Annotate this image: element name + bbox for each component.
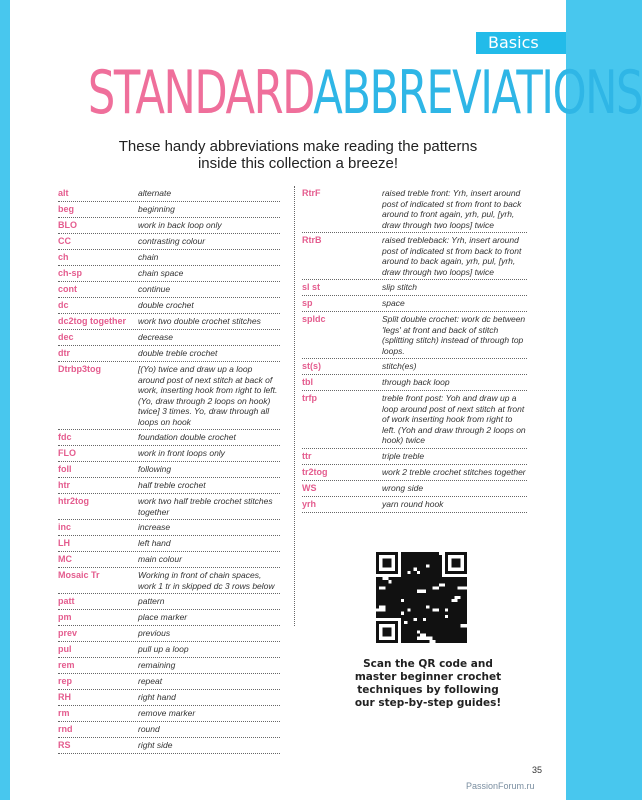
abbreviation-row	[58, 298, 280, 314]
abbreviation-term: prev	[58, 628, 78, 638]
abbreviation-row	[302, 497, 527, 513]
abbreviation-definition: work in back loop only	[138, 220, 222, 230]
abbreviation-term: dtr	[58, 348, 70, 358]
section-tab: Basics	[476, 32, 566, 54]
abbreviation-definition: right side	[138, 740, 173, 750]
abbreviation-definition: slip stitch	[382, 282, 417, 292]
abbreviation-row	[58, 642, 280, 658]
abbreviation-definition: repeat	[138, 676, 163, 686]
abbreviation-row	[58, 690, 280, 706]
title-part-abbreviations: ABBREVIATIONS	[313, 58, 642, 128]
abbreviation-row	[58, 346, 280, 362]
title-part-standard: STANDARD	[87, 58, 314, 128]
abbreviation-term: ttr	[302, 450, 312, 461]
abbreviation-term: tr2tog	[302, 466, 328, 477]
abbreviation-row	[302, 280, 527, 296]
abbreviation-definition: chain space	[138, 268, 184, 278]
abbreviation-row	[58, 266, 280, 282]
abbreviation-term: inc	[58, 522, 72, 532]
abbreviation-definition: stitch(es)	[382, 361, 417, 371]
abbreviation-row	[58, 494, 280, 520]
page-title	[87, 58, 642, 128]
abbreviation-row	[58, 362, 280, 430]
abbreviation-definition: Working in front of chain spaces, work 1 tr in skipped dc 3 rows below	[138, 570, 275, 591]
abbreviation-definition: round	[138, 724, 160, 734]
abbreviation-definition: main colour	[138, 554, 182, 564]
watermark: PassionForum.ru	[466, 781, 535, 791]
abbreviation-term: yrh	[302, 498, 317, 509]
abbreviation-row	[58, 218, 280, 234]
abbreviation-definition: increase	[138, 522, 171, 532]
abbreviation-row	[58, 594, 280, 610]
abbreviation-row	[58, 568, 280, 594]
abbreviation-row	[58, 462, 280, 478]
abbreviation-term: LH	[58, 538, 70, 548]
abbreviation-row	[302, 233, 527, 280]
abbreviation-row	[58, 552, 280, 568]
abbreviation-term: Mosaic Tr	[58, 570, 100, 580]
abbreviation-row	[58, 186, 280, 202]
abbreviation-term: ch	[58, 252, 69, 262]
abbreviation-row	[302, 465, 527, 481]
abbreviation-definition: yarn round hook	[382, 498, 444, 509]
abbreviation-definition: space	[382, 298, 405, 308]
abbreviation-definition: triple treble	[382, 450, 425, 461]
abbreviation-term: htr	[58, 480, 70, 490]
abbreviation-term: pul	[58, 644, 72, 654]
abbreviation-row	[58, 722, 280, 738]
abbreviation-term: rm	[58, 708, 70, 718]
abbreviations-right-column	[302, 186, 527, 513]
abbreviation-term: cont	[58, 284, 77, 294]
abbreviation-term: ch-sp	[58, 268, 83, 278]
abbreviation-definition: [(Yo) twice and draw up a loop around post of next stitch at back of work, inserting hook from right to left. (Yo, draw through 2 loops on hook) twice] 3 times. Yo, draw through all loops on hook	[138, 364, 278, 427]
abbreviation-term: FLO	[58, 448, 76, 458]
abbreviation-definition: Split double crochet: work dc between 'legs' at front and back of stitch (splitting stitch) instead of through top loops.	[382, 314, 526, 356]
abbreviation-definition: work two half treble crochet stitches together	[138, 496, 273, 517]
abbreviation-term: CC	[58, 236, 71, 246]
abbreviation-term: MC	[58, 554, 72, 564]
abbreviation-row	[58, 234, 280, 250]
abbreviation-term: sp	[302, 298, 313, 308]
qr-code-image[interactable]	[376, 552, 467, 643]
abbreviation-definition: right hand	[138, 692, 176, 702]
abbreviation-row	[58, 738, 280, 754]
subtitle-line-1: These handy abbreviations make reading the patterns	[118, 138, 478, 155]
page	[10, 0, 642, 800]
abbreviation-row	[58, 536, 280, 552]
abbreviation-row	[302, 391, 527, 449]
abbreviation-definition: left hand	[138, 538, 171, 548]
abbreviation-term: pm	[58, 612, 72, 622]
abbreviation-definition: remove marker	[138, 708, 196, 718]
abbreviation-term: foll	[58, 464, 72, 474]
abbreviation-row	[58, 674, 280, 690]
abbreviation-term: htr2tog	[58, 496, 89, 506]
column-divider	[294, 186, 295, 626]
abbreviation-row	[302, 186, 527, 233]
abbreviation-definition: double crochet	[138, 300, 194, 310]
abbreviation-row	[302, 375, 527, 391]
abbreviation-term: dec	[58, 332, 74, 342]
abbreviations-left-column	[58, 186, 280, 754]
abbreviation-row	[58, 250, 280, 266]
abbreviation-term: beg	[58, 204, 75, 214]
abbreviation-row	[302, 449, 527, 465]
abbreviation-definition: treble front post: Yoh and draw up a loop around post of next stitch at front of work inserting hook from right to left. (Yoh and draw through 2 loops on hook) twice	[382, 393, 526, 445]
abbreviation-row	[302, 312, 527, 359]
abbreviation-term: patt	[58, 596, 75, 606]
abbreviation-definition: alternate	[138, 188, 172, 198]
abbreviation-term: WS	[302, 482, 317, 493]
abbreviation-row	[58, 282, 280, 298]
abbreviation-definition: wrong side	[382, 482, 424, 493]
abbreviation-row	[58, 520, 280, 536]
abbreviation-row	[58, 610, 280, 626]
abbreviation-definition: beginning	[138, 204, 175, 214]
abbreviation-definition: work in front loops only	[138, 448, 225, 458]
abbreviation-term: tbl	[302, 377, 313, 387]
abbreviation-definition: half treble crochet	[138, 480, 206, 490]
abbreviation-term: Dtrbp3tog	[58, 364, 101, 374]
page-number: 35	[532, 765, 543, 775]
abbreviation-row	[58, 626, 280, 642]
abbreviation-row	[58, 430, 280, 446]
abbreviation-term: BLO	[58, 220, 77, 230]
abbreviation-term: rnd	[58, 724, 73, 734]
abbreviation-definition: place marker	[138, 612, 188, 622]
abbreviation-definition: foundation double crochet	[138, 432, 236, 442]
abbreviation-term: dc2tog together	[58, 316, 127, 326]
subtitle-line-2: inside this collection a breeze!	[197, 155, 399, 172]
abbreviation-definition: contrasting colour	[138, 236, 206, 246]
abbreviation-row	[302, 481, 527, 497]
abbreviation-definition: pattern	[138, 596, 165, 606]
abbreviation-definition: following	[138, 464, 172, 474]
abbreviation-term: sl st	[302, 282, 321, 292]
abbreviation-term: RS	[58, 740, 71, 750]
abbreviation-row	[58, 658, 280, 674]
abbreviation-row	[302, 296, 527, 312]
abbreviation-row	[58, 706, 280, 722]
abbreviation-term: alt	[58, 188, 69, 198]
abbreviation-row	[58, 478, 280, 494]
abbreviation-definition: continue	[138, 284, 171, 294]
abbreviation-row	[58, 202, 280, 218]
abbreviation-definition: raised treble front: Yrh, insert around post of indicated st from front to back around to front again, yrh, pul, [yrh, draw through two loops] twice	[382, 188, 522, 230]
abbreviation-definition: raised trebleback: Yrh, insert around post of indicated st from back to front around to back again, yrh, pul, [yrh, draw through two loops] twice	[382, 235, 522, 277]
abbreviation-definition: work 2 treble crochet stitches together	[382, 466, 526, 477]
abbreviation-definition: pull up a loop	[138, 644, 189, 654]
abbreviation-term: trfp	[302, 393, 317, 403]
abbreviation-row	[58, 314, 280, 330]
abbreviation-row	[58, 446, 280, 462]
abbreviation-term: RtrF	[302, 188, 321, 198]
abbreviation-term: RH	[58, 692, 71, 702]
abbreviation-definition: work two double crochet stitches	[138, 316, 261, 326]
abbreviation-definition: chain	[138, 252, 159, 262]
page-subtitle	[70, 138, 526, 172]
abbreviation-definition: remaining	[138, 660, 176, 670]
abbreviation-definition: double treble crochet	[138, 348, 218, 358]
qr-caption: Scan the QR code and master beginner crochet techniques by following our step-by-step guides!	[354, 658, 502, 709]
abbreviation-definition: decrease	[138, 332, 173, 342]
abbreviation-row	[302, 359, 527, 375]
abbreviation-term: RtrB	[302, 235, 322, 245]
abbreviation-term: st(s)	[302, 361, 322, 371]
abbreviation-term: rem	[58, 660, 75, 670]
abbreviation-definition: through back loop	[382, 377, 450, 387]
abbreviation-term: spldc	[302, 314, 326, 324]
abbreviation-term: fdc	[58, 432, 72, 442]
abbreviation-row	[58, 330, 280, 346]
abbreviation-term: rep	[58, 676, 73, 686]
abbreviation-term: dc	[58, 300, 69, 310]
abbreviation-definition: previous	[138, 628, 171, 638]
